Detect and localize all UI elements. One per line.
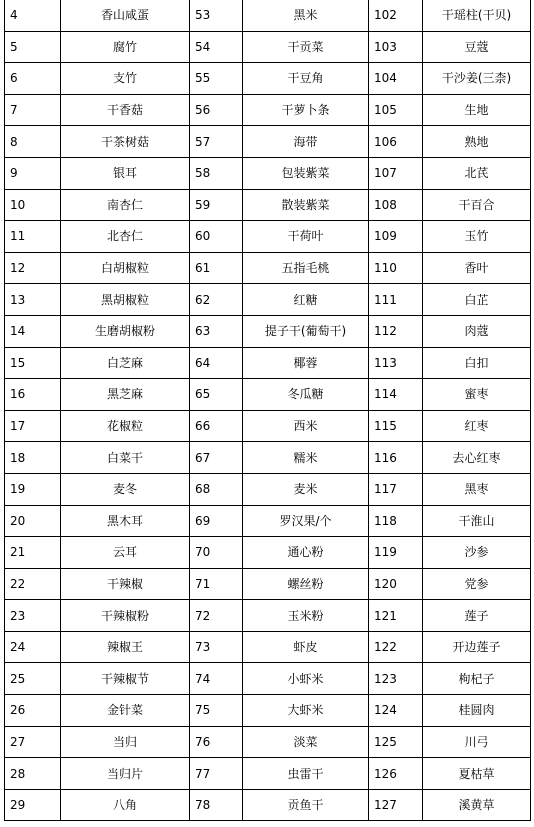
item-number-cell: 104 <box>369 63 423 95</box>
table-row <box>5 347 531 379</box>
item-number-cell: 121 <box>369 600 423 632</box>
item-number-cell: 69 <box>190 505 243 537</box>
item-number-cell: 29 <box>5 789 61 821</box>
item-number-cell: 56 <box>190 94 243 126</box>
item-number-cell: 118 <box>369 505 423 537</box>
item-name-cell: 干贡菜 <box>243 31 369 63</box>
table-row <box>5 505 531 537</box>
item-name-cell: 罗汉果/个 <box>243 505 369 537</box>
item-number-cell: 119 <box>369 537 423 569</box>
table-row <box>5 537 531 569</box>
item-name-cell: 夏枯草 <box>423 758 531 790</box>
table-row <box>5 0 531 31</box>
item-name-cell: 虫雷干 <box>243 758 369 790</box>
item-name-cell: 香叶 <box>423 252 531 284</box>
table-row <box>5 758 531 790</box>
item-name-cell: 麦冬 <box>61 473 190 505</box>
table-row <box>5 94 531 126</box>
item-number-cell: 28 <box>5 758 61 790</box>
item-number-cell: 72 <box>190 600 243 632</box>
item-number-cell: 76 <box>190 726 243 758</box>
item-number-cell: 7 <box>5 94 61 126</box>
item-number-cell: 65 <box>190 379 243 411</box>
table-row <box>5 379 531 411</box>
item-name-cell: 干茶树菇 <box>61 126 190 158</box>
item-name-cell: 白扣 <box>423 347 531 379</box>
item-name-cell: 云耳 <box>61 537 190 569</box>
item-name-cell: 花椒粒 <box>61 410 190 442</box>
item-name-cell: 沙参 <box>423 537 531 569</box>
item-number-cell: 24 <box>5 631 61 663</box>
item-name-cell: 干辣椒粉 <box>61 600 190 632</box>
item-number-cell: 14 <box>5 315 61 347</box>
item-number-cell: 77 <box>190 758 243 790</box>
item-name-cell: 南杏仁 <box>61 189 190 221</box>
item-number-cell: 102 <box>369 0 423 31</box>
table-row <box>5 31 531 63</box>
item-name-cell: 溪黄草 <box>423 789 531 821</box>
item-number-cell: 125 <box>369 726 423 758</box>
item-number-cell: 59 <box>190 189 243 221</box>
item-number-cell: 111 <box>369 284 423 316</box>
item-name-cell: 糯米 <box>243 442 369 474</box>
item-name-cell: 干辣椒节 <box>61 663 190 695</box>
item-name-cell: 干豆角 <box>243 63 369 95</box>
item-number-cell: 15 <box>5 347 61 379</box>
item-name-cell: 西米 <box>243 410 369 442</box>
table-row <box>5 126 531 158</box>
item-name-cell: 北芪 <box>423 157 531 189</box>
item-number-cell: 10 <box>5 189 61 221</box>
item-name-cell: 干荷叶 <box>243 221 369 253</box>
table-row <box>5 789 531 821</box>
item-name-cell: 肉蔻 <box>423 315 531 347</box>
item-name-cell: 椰蓉 <box>243 347 369 379</box>
table-row <box>5 442 531 474</box>
item-name-cell: 黑枣 <box>423 473 531 505</box>
item-name-cell: 干辣椒 <box>61 568 190 600</box>
item-number-cell: 120 <box>369 568 423 600</box>
item-number-cell: 117 <box>369 473 423 505</box>
item-name-cell: 当归片 <box>61 758 190 790</box>
item-number-cell: 106 <box>369 126 423 158</box>
item-number-cell: 60 <box>190 221 243 253</box>
item-number-cell: 54 <box>190 31 243 63</box>
item-name-cell: 虾皮 <box>243 631 369 663</box>
table-row <box>5 157 531 189</box>
item-number-cell: 108 <box>369 189 423 221</box>
item-number-cell: 19 <box>5 473 61 505</box>
table-row <box>5 63 531 95</box>
item-number-cell: 23 <box>5 600 61 632</box>
table-row <box>5 600 531 632</box>
item-name-cell: 螺丝粉 <box>243 568 369 600</box>
item-name-cell: 干香菇 <box>61 94 190 126</box>
item-number-cell: 103 <box>369 31 423 63</box>
item-number-cell: 62 <box>190 284 243 316</box>
item-number-cell: 4 <box>5 0 61 31</box>
item-number-cell: 112 <box>369 315 423 347</box>
item-name-cell: 黑芝麻 <box>61 379 190 411</box>
item-number-cell: 68 <box>190 473 243 505</box>
item-name-cell: 川弓 <box>423 726 531 758</box>
item-name-cell: 干沙姜(三柰) <box>423 63 531 95</box>
item-number-cell: 78 <box>190 789 243 821</box>
item-name-cell: 红糖 <box>243 284 369 316</box>
item-number-cell: 57 <box>190 126 243 158</box>
item-number-cell: 9 <box>5 157 61 189</box>
item-name-cell: 八角 <box>61 789 190 821</box>
item-number-cell: 64 <box>190 347 243 379</box>
item-number-cell: 63 <box>190 315 243 347</box>
item-name-cell: 枸杞子 <box>423 663 531 695</box>
item-number-cell: 70 <box>190 537 243 569</box>
item-name-cell: 干瑶柱(干贝) <box>423 0 531 31</box>
item-name-cell: 黑胡椒粒 <box>61 284 190 316</box>
item-name-cell: 散装紫菜 <box>243 189 369 221</box>
item-number-cell: 114 <box>369 379 423 411</box>
product-list-table <box>4 0 531 821</box>
item-name-cell: 提子干(葡萄干) <box>243 315 369 347</box>
item-number-cell: 123 <box>369 663 423 695</box>
item-name-cell: 豆蔻 <box>423 31 531 63</box>
table-row <box>5 473 531 505</box>
item-name-cell: 当归 <box>61 726 190 758</box>
item-number-cell: 53 <box>190 0 243 31</box>
item-name-cell: 五指毛桃 <box>243 252 369 284</box>
table-row <box>5 284 531 316</box>
item-number-cell: 11 <box>5 221 61 253</box>
table-row <box>5 315 531 347</box>
item-name-cell: 生磨胡椒粉 <box>61 315 190 347</box>
item-name-cell: 金针菜 <box>61 695 190 727</box>
table-row <box>5 631 531 663</box>
item-number-cell: 61 <box>190 252 243 284</box>
item-number-cell: 127 <box>369 789 423 821</box>
item-number-cell: 17 <box>5 410 61 442</box>
item-number-cell: 12 <box>5 252 61 284</box>
item-name-cell: 黑木耳 <box>61 505 190 537</box>
table-row <box>5 189 531 221</box>
item-number-cell: 116 <box>369 442 423 474</box>
item-name-cell: 生地 <box>423 94 531 126</box>
item-name-cell: 白芷 <box>423 284 531 316</box>
table-row <box>5 221 531 253</box>
item-number-cell: 5 <box>5 31 61 63</box>
item-name-cell: 开边莲子 <box>423 631 531 663</box>
item-name-cell: 海带 <box>243 126 369 158</box>
item-number-cell: 126 <box>369 758 423 790</box>
item-name-cell: 大虾米 <box>243 695 369 727</box>
item-name-cell: 贡鱼干 <box>243 789 369 821</box>
item-number-cell: 25 <box>5 663 61 695</box>
item-name-cell: 干淮山 <box>423 505 531 537</box>
item-name-cell: 莲子 <box>423 600 531 632</box>
table-row <box>5 410 531 442</box>
item-number-cell: 58 <box>190 157 243 189</box>
item-number-cell: 107 <box>369 157 423 189</box>
item-number-cell: 16 <box>5 379 61 411</box>
item-number-cell: 67 <box>190 442 243 474</box>
item-number-cell: 122 <box>369 631 423 663</box>
item-number-cell: 74 <box>190 663 243 695</box>
item-number-cell: 13 <box>5 284 61 316</box>
item-number-cell: 20 <box>5 505 61 537</box>
item-number-cell: 113 <box>369 347 423 379</box>
item-name-cell: 玉竹 <box>423 221 531 253</box>
item-name-cell: 辣椒王 <box>61 631 190 663</box>
item-name-cell: 支竹 <box>61 63 190 95</box>
item-name-cell: 麦米 <box>243 473 369 505</box>
item-name-cell: 党参 <box>423 568 531 600</box>
item-name-cell: 淡菜 <box>243 726 369 758</box>
table-row <box>5 568 531 600</box>
item-name-cell: 去心红枣 <box>423 442 531 474</box>
item-name-cell: 腐竹 <box>61 31 190 63</box>
item-name-cell: 香山咸蛋 <box>61 0 190 31</box>
item-number-cell: 71 <box>190 568 243 600</box>
table-row <box>5 663 531 695</box>
item-number-cell: 18 <box>5 442 61 474</box>
item-number-cell: 26 <box>5 695 61 727</box>
table-body <box>5 0 531 821</box>
item-number-cell: 27 <box>5 726 61 758</box>
item-number-cell: 75 <box>190 695 243 727</box>
item-number-cell: 105 <box>369 94 423 126</box>
table-row <box>5 726 531 758</box>
item-number-cell: 109 <box>369 221 423 253</box>
item-number-cell: 73 <box>190 631 243 663</box>
item-name-cell: 银耳 <box>61 157 190 189</box>
item-name-cell: 冬瓜糖 <box>243 379 369 411</box>
item-name-cell: 桂圆肉 <box>423 695 531 727</box>
table-row <box>5 695 531 727</box>
item-name-cell: 干萝卜条 <box>243 94 369 126</box>
item-name-cell: 白芝麻 <box>61 347 190 379</box>
item-name-cell: 白胡椒粒 <box>61 252 190 284</box>
item-number-cell: 8 <box>5 126 61 158</box>
item-name-cell: 红枣 <box>423 410 531 442</box>
item-name-cell: 白菜干 <box>61 442 190 474</box>
item-name-cell: 黑米 <box>243 0 369 31</box>
item-name-cell: 熟地 <box>423 126 531 158</box>
item-number-cell: 6 <box>5 63 61 95</box>
table-row <box>5 252 531 284</box>
item-number-cell: 55 <box>190 63 243 95</box>
item-name-cell: 包装紫菜 <box>243 157 369 189</box>
item-number-cell: 21 <box>5 537 61 569</box>
item-name-cell: 小虾米 <box>243 663 369 695</box>
item-name-cell: 通心粉 <box>243 537 369 569</box>
item-name-cell: 蜜枣 <box>423 379 531 411</box>
item-name-cell: 干百合 <box>423 189 531 221</box>
item-number-cell: 115 <box>369 410 423 442</box>
item-number-cell: 22 <box>5 568 61 600</box>
item-name-cell: 北杏仁 <box>61 221 190 253</box>
item-number-cell: 110 <box>369 252 423 284</box>
item-number-cell: 66 <box>190 410 243 442</box>
item-name-cell: 玉米粉 <box>243 600 369 632</box>
item-number-cell: 124 <box>369 695 423 727</box>
